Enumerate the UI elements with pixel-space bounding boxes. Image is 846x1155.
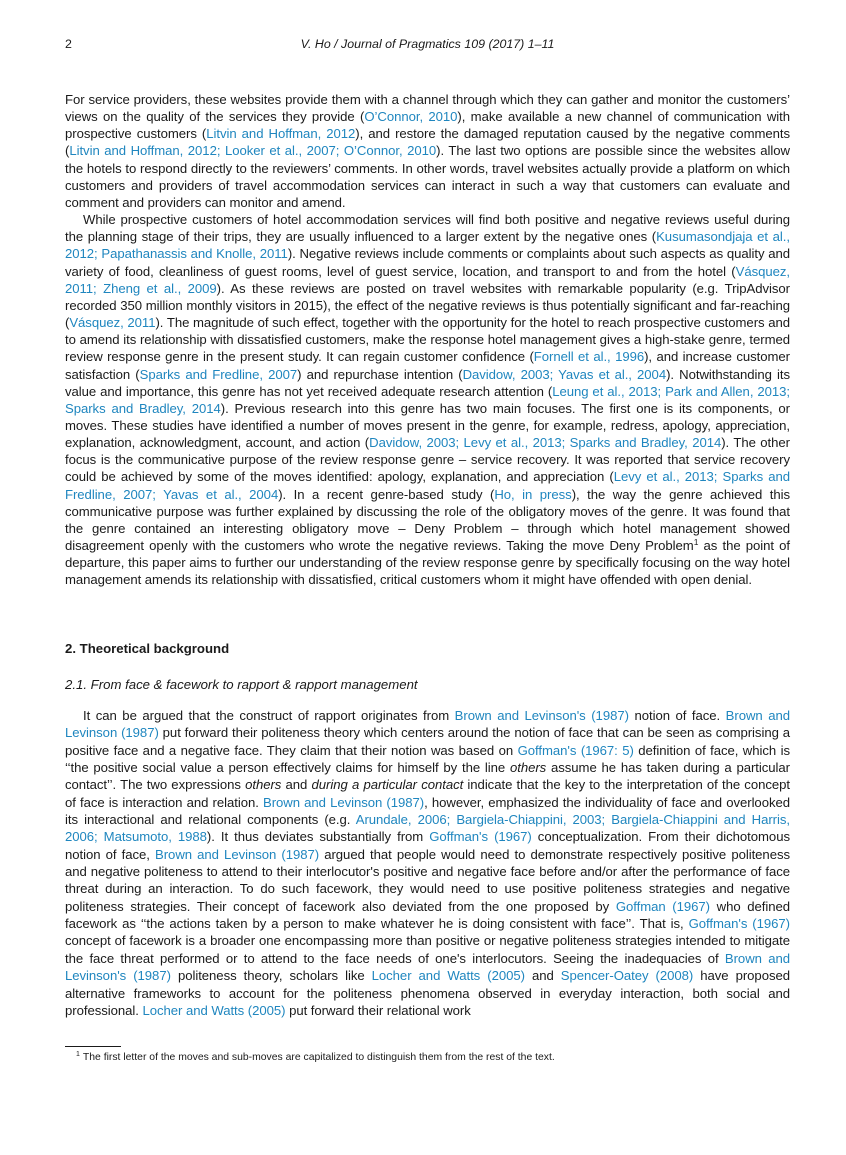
citation-link[interactable]: Locher and Watts (2005): [371, 968, 525, 984]
journal-reference: V. Ho / Journal of Pragmatics 109 (2017) 1–11: [300, 37, 555, 51]
citation-link[interactable]: Levy et al., 2013; Sparks and Fredline, 2007; Yavas et al., 2004: [65, 469, 790, 502]
emphasis: during a particular contact: [311, 777, 464, 793]
citation-link[interactable]: Davidow, 2003; Yavas et al., 2004: [462, 366, 667, 382]
footnote-text: The first letter of the moves and sub-moves are capitalized to distinguish them from the rest of the text.: [82, 1052, 555, 1063]
citation-link[interactable]: Brown and Levinson's (1987): [65, 950, 790, 984]
footnote-marker: 1: [76, 1051, 80, 1058]
footnote-divider: [65, 1046, 121, 1047]
citation-link[interactable]: Fornell et al., 1996: [533, 349, 645, 365]
citation-link[interactable]: Locher and Watts (2005): [142, 1002, 286, 1018]
page-number: 2: [65, 37, 72, 51]
citation-link[interactable]: Kusumasondjaja et al., 2012; Papathanassis and Knolle, 2011: [65, 229, 790, 262]
paragraph: It can be argued that the construct of rapport originates from Brown and Levinson's (1987) notion of face. Brown and Levinson (1987) put forward their politeness theory which centers around the notion of face that can be seen as comprising a positive face and a negative face. They claim that their notion was based on Goffman's (1967: 5) definition of face, which is ‘‘the positive social value a person effectively claims for himself by the line others assume he has taken during a particular contact’’. The two expressions others and during a particular contact indicate that the key to the interpretation of the concept of face is interaction and relation. Brown and Levinson (1987), however, emphasized the individuality of face and overlooked its interactional and relational components (e.g. Arundale, 2006; Bargiela-Chiappini, 2003; Bargiela-Chiappini and Harris, 2006; Matsumoto, 1988). It thus deviates substantially from Goffman's (1967) conceptualization. From their dichotomous notion of face, Brown and Levinson (1987) argued that people would need to demonstrate respectively positive politeness and negative politeness to attend to their interlocutor's positive and negative face before and/or after the performance of face threat during an interaction. To do such facework, they would need to use positive politeness strategies and negative politeness strategies. Their concept of facework also deviated from the one proposed by Goffman (1967) who defined facework as ‘‘the actions taken by a person to make whatever he is doing consistent with face’’. That is, Goffman's (1967) concept of facework is a broader one encompassing more than positive or negative politeness strategies intended to mitigate the face threat performed or to attend to the face needs of one's interlocutors. Seeing the inadequacies of Brown and Levinson's (1987) politeness theory, scholars like Locher and Watts (2005) and Spencer-Oatey (2008) have proposed alternative frameworks to account for the politeness phenomena observed in everyday interaction, both social and professional. Locher and Watts (2005) put forward their relational work: [65, 708, 791, 1018]
citation-link[interactable]: Goffman's (1967): [429, 829, 532, 845]
section-text: [65, 707, 790, 1019]
citation-link[interactable]: Leung et al., 2013; Park and Allen, 2013; Sparks and Bradley, 2014: [65, 383, 790, 416]
citation-link[interactable]: Brown and Levinson (1987): [262, 794, 425, 810]
intro-text: [65, 91, 790, 589]
citation-link[interactable]: Brown and Levinson's (1987): [454, 708, 629, 723]
citation-link[interactable]: Davidow, 2003; Levy et al., 2013; Sparks and Bradley, 2014: [369, 435, 722, 451]
paragraph: For service providers, these websites provide them with a channel through which they can gather and monitor the customers’ views on the quality of the services they provide (O’Connor, 2010), make available a new channel of communication with prospective customers (Litvin and Hoffman, 2012), and restore the damaged reputation caused by the negative comments (Litvin and Hoffman, 2012; Looker et al., 2007; O’Connor, 2010). The last two options are possible since the websites allow the hotels to respond directly to the reviewers’ comments. In other words, travel websites actually provide a platform on which customers and providers of travel accommodation services can interact in such a way that customers can evaluate and comment and providers can monitor and amend.: [65, 92, 790, 210]
citation-link[interactable]: Vásquez, 2011; Zheng et al., 2009: [65, 263, 790, 296]
citation-link[interactable]: Litvin and Hoffman, 2012: [206, 126, 356, 142]
citation-link[interactable]: Sparks and Fredline, 2007: [139, 366, 298, 382]
paragraph: While prospective customers of hotel accommodation services will find both positive and negative reviews useful during the planning stage of their trips, they are usually influenced to a larger extent by the negative ones (Kusumasondjaja et al., 2012; Papathanassis and Knolle, 2011). Negative reviews include comments or complaints about such aspects as quality and variety of food, cleanliness of guest rooms, level of guest service, location, and transport to and from the hotel (Vásquez, 2011; Zheng et al., 2009). As these reviews are posted on travel websites with remarkable popularity (e.g. TripAdvisor recorded 350 million monthly visitors in 2015), the effect of the negative reviews is thus potentially significant and far-reaching (Vásquez, 2011). The magnitude of such effect, together with the opportunity for the hotel to reach prospective customers and to amend its relationship with dissatisfied customers, make the response hotel management gives a high-stake genre, termed review response genre in the present study. It can regain customer confidence (Fornell et al., 1996), and increase customer satisfaction (Sparks and Fredline, 2007) and repurchase intention (Davidow, 2003; Yavas et al., 2004). Notwithstanding its value and importance, this genre has not yet received adequate research attention (Leung et al., 2013; Park and Allen, 2013; Sparks and Bradley, 2014). Previous research into this genre has two main focuses. The first one is its components, or moves. These studies have identified a number of moves present in the genre, for example, redress, apology, appreciation, explanation, acknowledgment, account, and action (Davidow, 2003; Levy et al., 2013; Sparks and Bradley, 2014). The other focus is the communicative purpose of the review response genre – service recovery. It was reported that service recovery could be achieved by some of the moves identified: apology, explanation, and appreciation (Levy et al., 2013; Sparks and Fredline, 2007; Yavas et al., 2004). In a recent genre-based study (Ho, in press), the way the genre achieved this communicative purpose was further explained by discussing the role of the obligatory moves of the genre. It was found that the genre contained an interesting obligatory move – Deny Problem – through which hotel management showed disagreement openly with the customers who wrote the negative reviews. Taking the move Deny Problem$^1$ as the point of departure, this paper aims to further our understanding of the review response genre by specifically focusing on the way hotel management amends its relationship with dissatisfied, critical customers whom it might have offended with open denial.: [65, 212, 791, 588]
citation-link[interactable]: Goffman (1967): [615, 898, 710, 914]
section-heading: 2. Theoretical background: [65, 641, 230, 656]
citation-link[interactable]: Vásquez, 2011: [69, 315, 156, 331]
citation-link[interactable]: Litvin and Hoffman, 2012; Looker et al., 2007; O’Connor, 2010: [69, 143, 437, 159]
citation-link[interactable]: Spencer-Oatey (2008): [560, 968, 694, 984]
citation-link[interactable]: Arundale, 2006; Bargiela-Chiappini, 2003; Bargiela-Chiappini and Harris, 2006; Matsumoto, 1988: [65, 812, 790, 845]
subsection-heading: 2.1. From face & facework to rapport & rapport management: [65, 677, 418, 692]
citation-link[interactable]: Brown and Levinson (1987): [155, 846, 320, 862]
footnote: [76, 1052, 555, 1063]
citation-link[interactable]: Ho, in press: [494, 486, 572, 502]
citation-link[interactable]: Goffman's (1967): [688, 916, 790, 932]
running-header: [65, 37, 790, 53]
citation-link[interactable]: Brown and Levinson (1987): [65, 708, 790, 741]
citation-link[interactable]: Goffman's (1967: 5): [517, 742, 634, 758]
emphasis: others: [509, 760, 547, 776]
footnote-ref[interactable]: 1: [693, 537, 699, 548]
citation-link[interactable]: O’Connor, 2010: [364, 109, 458, 125]
emphasis: others: [245, 777, 282, 793]
